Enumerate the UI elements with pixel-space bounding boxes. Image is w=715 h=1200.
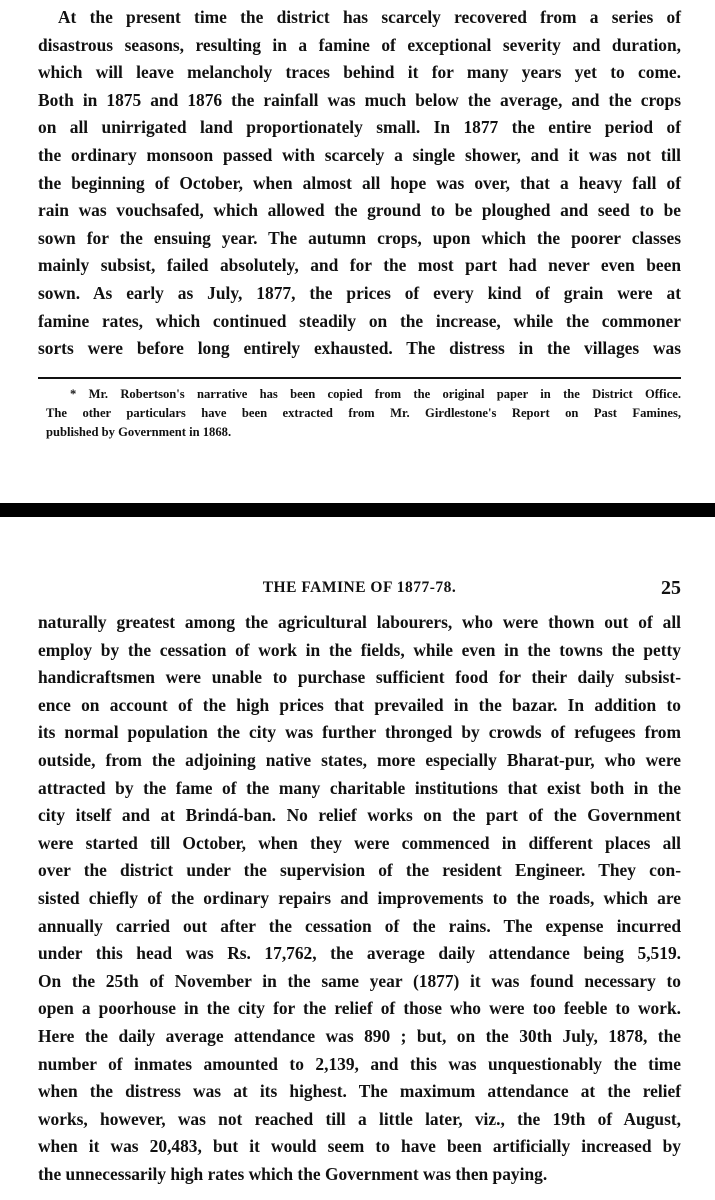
- paragraph-line: when it was 20,483, but it would seem to have been artificially increased by: [38, 1136, 681, 1157]
- paragraph-line: disastrous seasons, resulting in a famine of exceptional severity and duration,: [38, 34, 681, 55]
- paragraph-line: annually carried out after the cessation of the rains. The expense incurred: [38, 915, 681, 936]
- paragraph-line: At the present time the district has scarcely recovered from a series of: [58, 7, 681, 27]
- paragraph-line: the beginning of October, when almost all hope was over, that a heavy fall of: [38, 172, 681, 193]
- footnote-line: * Mr. Robertson's narrative has been copied from the original paper in the District Office.: [70, 387, 681, 401]
- paragraph-line: which will leave melancholy traces behind it for many years yet to come.: [38, 62, 681, 83]
- footnote-line: The other particulars have been extracted from Mr. Girdlestone's Report on Past Famines,: [46, 406, 681, 420]
- bottom-page-paragraph: [38, 609, 681, 1188]
- paragraph-line: open a poorhouse in the city for the relief of those who were too feeble to work.: [38, 998, 681, 1019]
- paragraph-line: were started till October, when they were commenced in different places all: [38, 832, 681, 853]
- paragraph-line: mainly subsist, failed absolutely, and for the most part had never even been: [38, 255, 681, 276]
- footnote: [46, 385, 681, 442]
- footnote-divider: [38, 377, 681, 379]
- top-page-paragraph: [38, 4, 681, 363]
- paragraph-line: Here the daily average attendance was 890 ; but, on the 30th July, 1878, the: [38, 1025, 681, 1046]
- paragraph-line: Both in 1875 and 1876 the rainfall was much below the average, and the crops: [38, 89, 681, 110]
- paragraph-line: the unnecessarily high rates which the Government was then paying.: [38, 1163, 548, 1184]
- paragraph-line: under this head was Rs. 17,762, the average daily attendance being 5,519.: [38, 943, 681, 964]
- paragraph-line: sown for the ensuing year. The autumn crops, upon which the poorer classes: [38, 227, 681, 248]
- paragraph-line: sown. As early as July, 1877, the prices of every kind of grain were at: [38, 282, 681, 303]
- paragraph-line: outside, from the adjoining native states, more especially Bharat-pur, who were: [38, 749, 681, 770]
- bottom-page: [0, 517, 715, 1200]
- paragraph-line: number of inmates amounted to 2,139, and this was unquestionably the time: [38, 1053, 681, 1074]
- page-number: 25: [661, 577, 681, 599]
- paragraph-line: handicraftsmen were unable to purchase sufficient food for their daily subsist-: [38, 667, 681, 688]
- paragraph-line: famine rates, which continued steadily on the increase, while the commoner: [38, 310, 681, 331]
- paragraph-line: the ordinary monsoon passed with scarcely a single shower, and it was not till: [38, 144, 681, 165]
- paragraph-line: when the distress was at its highest. The maximum attendance at the relief: [38, 1081, 681, 1102]
- paragraph-line: sisted chiefly of the ordinary repairs and improvements to the roads, which are: [38, 887, 681, 908]
- paragraph-line: attracted by the fame of the many charitable institutions that exist both in the: [38, 777, 681, 798]
- paragraph-line: city itself and at Brindá-ban. No relief works on the part of the Government: [38, 805, 681, 826]
- paragraph-line: On the 25th of November in the same year (1877) it was found necessary to: [38, 970, 681, 991]
- footnote-line: published by Government in 1868.: [46, 425, 232, 439]
- top-page: [0, 0, 715, 503]
- running-head: [38, 575, 681, 601]
- paragraph-line: on all unirrigated land proportionately small. In 1877 the entire period of: [38, 117, 681, 138]
- paragraph-line: its normal population the city was further thronged by crowds of refugees from: [38, 722, 681, 743]
- paragraph-line: naturally greatest among the agricultural labourers, who were thown out of all: [38, 612, 681, 632]
- running-head-title: THE FAMINE OF 1877-78.: [262, 579, 457, 596]
- paragraph-line: works, however, was not reached till a little later, viz., the 19th of August,: [38, 1108, 681, 1129]
- paragraph-line: sorts were before long entirely exhausted. The distress in the villages was: [38, 338, 681, 359]
- paragraph-line: ence on account of the high prices that prevailed in the bazar. In addition to: [38, 694, 681, 715]
- paragraph-line: over the district under the supervision of the resident Engineer. They con-: [38, 860, 681, 881]
- paragraph-line: employ by the cessation of work in the fields, while even in the towns the petty: [38, 639, 681, 660]
- paragraph-line: rain was vouchsafed, which allowed the ground to be ploughed and seed to be: [38, 200, 681, 221]
- page-separator: [0, 503, 715, 517]
